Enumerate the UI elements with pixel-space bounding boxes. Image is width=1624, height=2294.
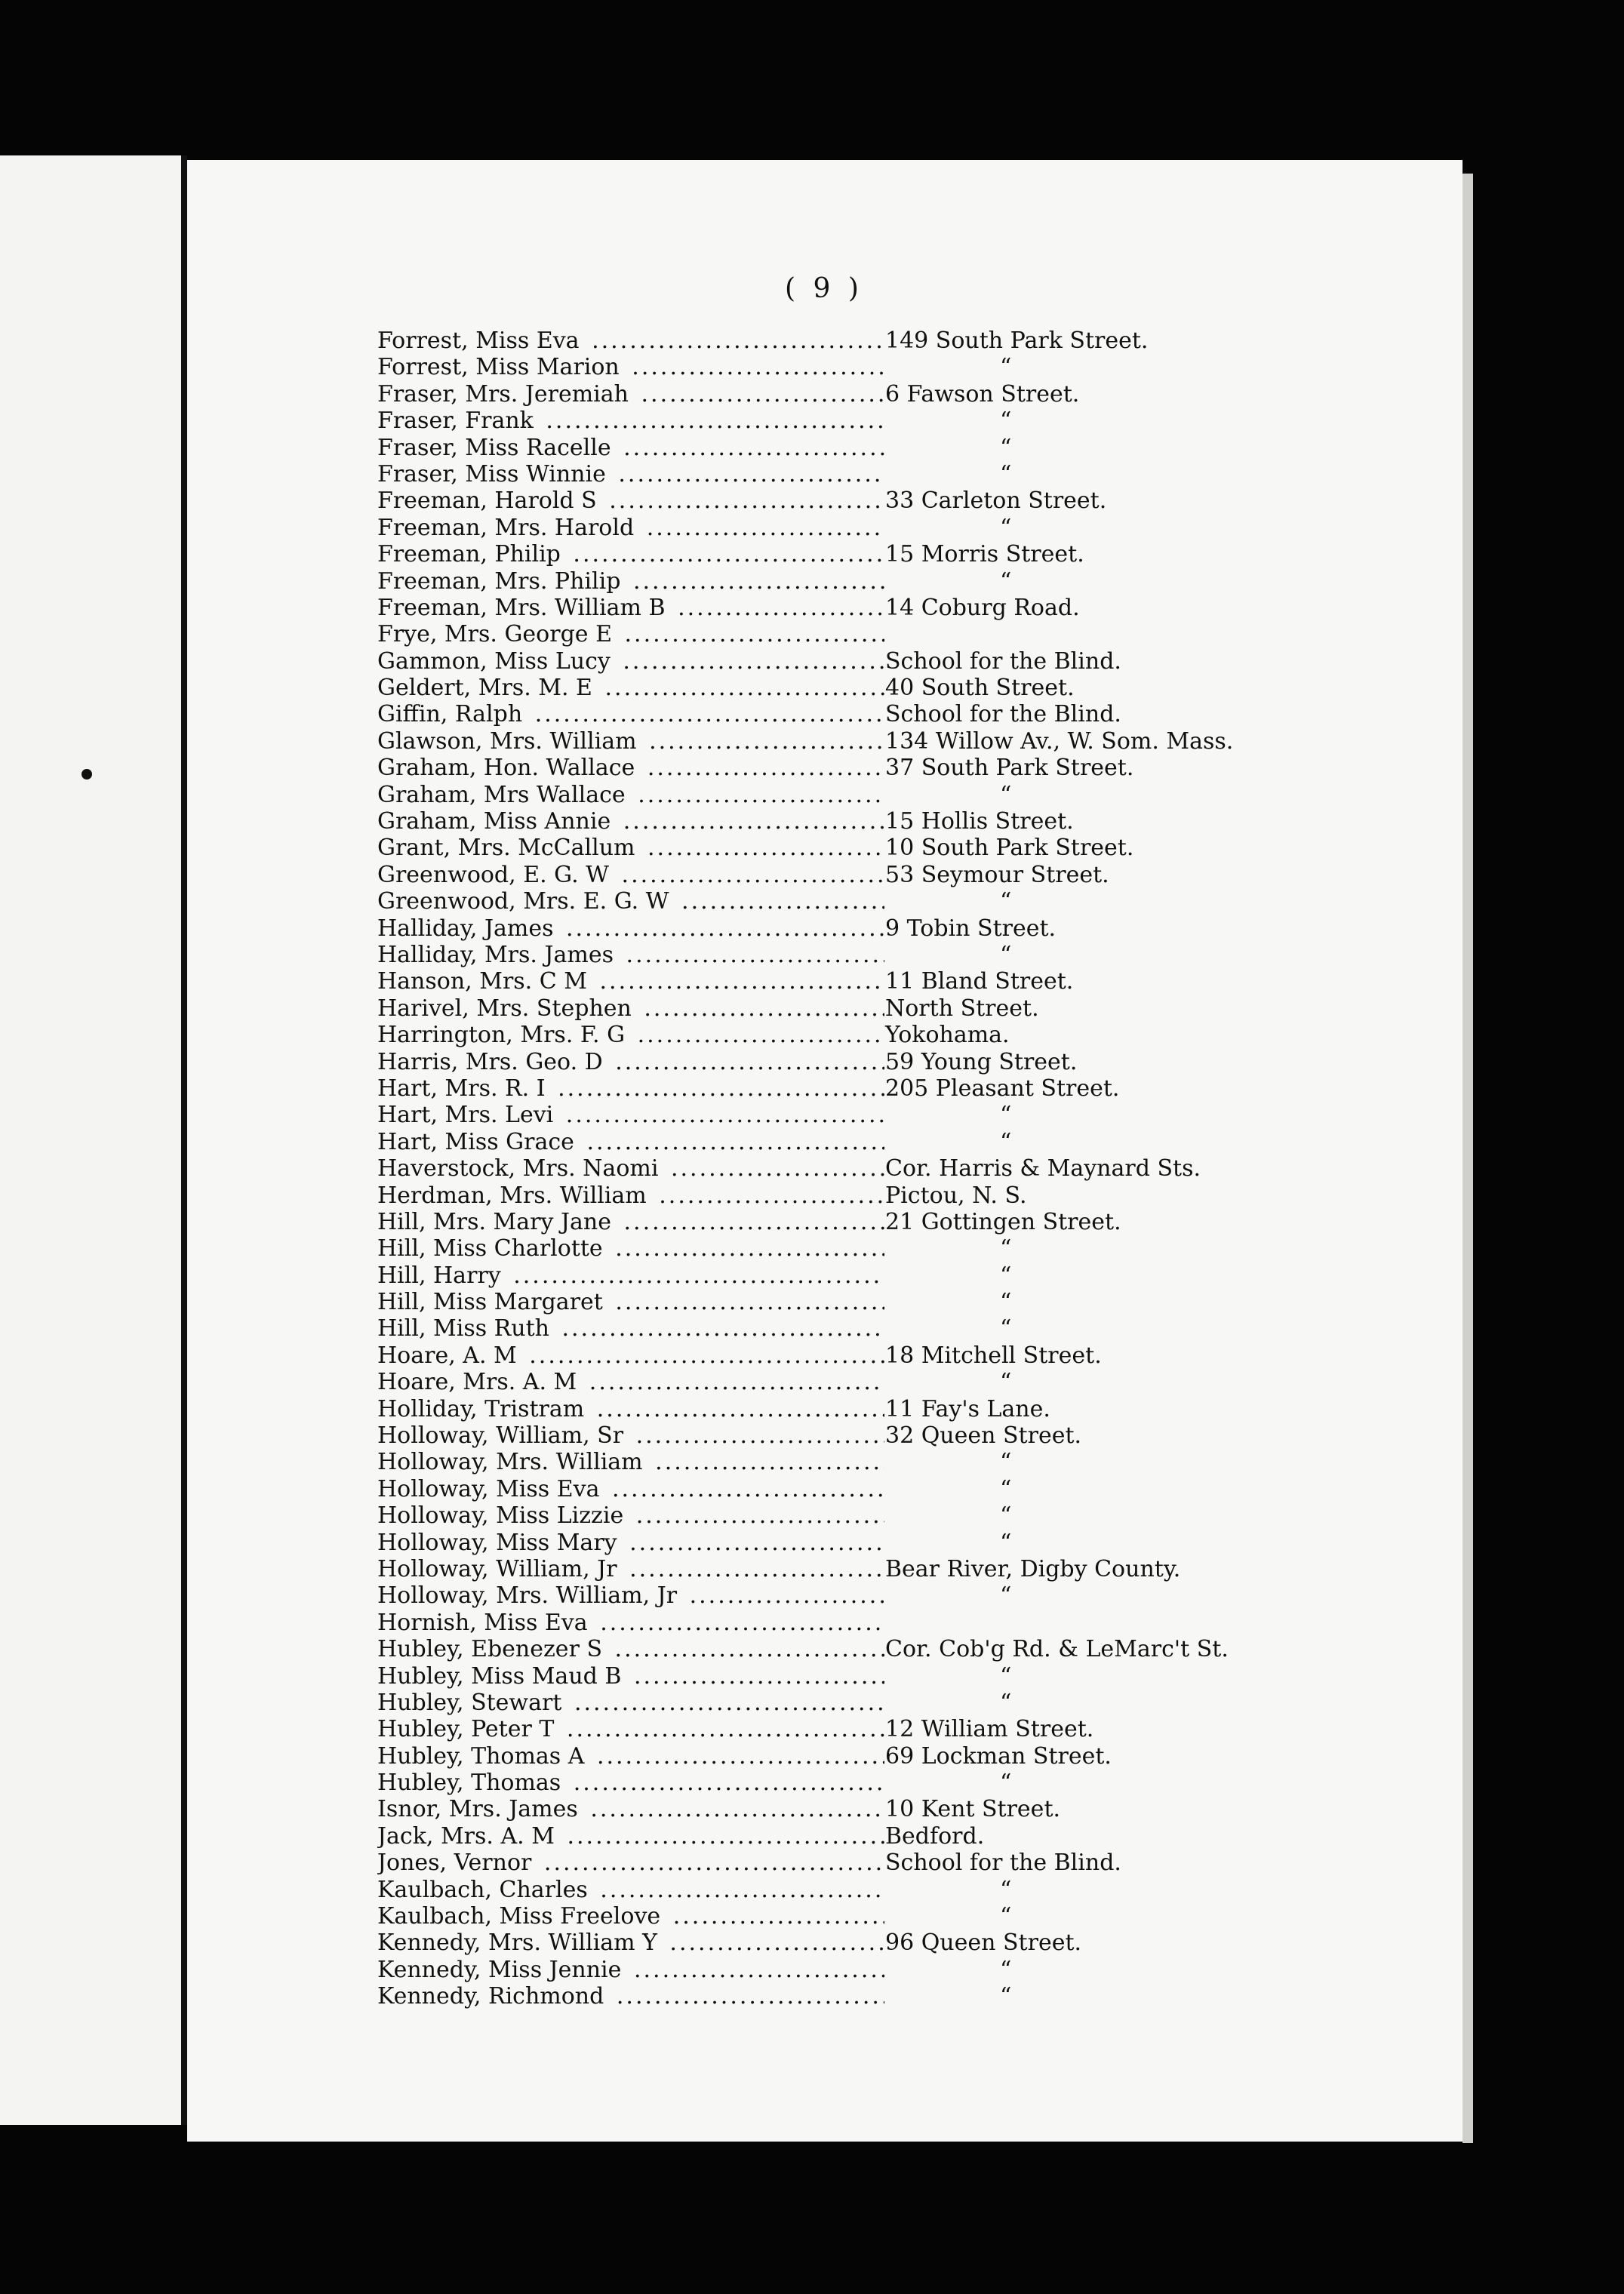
entry-name-text: Hart, Miss Grace — [377, 1129, 577, 1155]
entry-name-text: Graham, Miss Annie — [377, 808, 614, 835]
entry-name — [377, 487, 884, 514]
ditto-mark: “ — [1000, 1315, 1012, 1342]
ditto-mark: “ — [1000, 514, 1012, 541]
entry-name-text: Hubley, Thomas A — [377, 1743, 587, 1770]
entry-name — [377, 755, 884, 781]
entry-name-text: Freeman, Mrs. William B — [377, 595, 669, 621]
directory-entry — [377, 782, 1268, 808]
entry-address: 53 Seymour Street. — [885, 861, 1109, 888]
entry-name — [377, 1502, 884, 1529]
entry-name-text: Fraser, Frank — [377, 407, 537, 434]
entry-name — [377, 568, 884, 595]
entry-address: Cor. Harris & Maynard Sts. — [885, 1155, 1201, 1182]
entry-name — [377, 1422, 884, 1449]
ditto-mark: “ — [1000, 460, 1012, 487]
entry-address: 10 South Park Street. — [885, 835, 1134, 862]
entry-name — [377, 1983, 884, 2010]
entry-name — [377, 1582, 884, 1609]
entry-name-text: Holloway, William, Jr — [377, 1556, 620, 1582]
entry-address: 14 Coburg Road. — [885, 594, 1080, 621]
entry-address: 205 Pleasant Street. — [885, 1075, 1120, 1102]
entry-name-text: Freeman, Philip — [377, 541, 564, 567]
entry-name — [377, 968, 884, 995]
directory-entry — [377, 1049, 1268, 1075]
entry-name-text: Hoare, A. M — [377, 1342, 520, 1369]
directory-entry — [377, 1342, 1268, 1369]
ditto-mark: “ — [1000, 941, 1012, 968]
entry-name-text: Harrington, Mrs. F. G — [377, 1022, 628, 1048]
ditto-mark: “ — [1000, 1876, 1012, 1903]
ink-spot — [82, 769, 92, 780]
entry-address: Pictou, N. S. — [885, 1182, 1027, 1209]
directory-entry — [377, 728, 1268, 755]
entry-name — [377, 595, 884, 621]
entry-name-text: Grant, Mrs. McCallum — [377, 835, 638, 861]
entry-address: North Street. — [885, 995, 1039, 1022]
entry-name-text: Holloway, Mrs. William, Jr — [377, 1582, 680, 1609]
entry-name — [377, 1957, 884, 1983]
entry-name — [377, 995, 884, 1022]
directory-list — [377, 327, 1268, 2010]
directory-entry — [377, 1530, 1268, 1556]
adjacent-page-strip — [0, 155, 181, 2125]
entry-name-text: Glawson, Mrs. William — [377, 728, 640, 755]
entry-address: 15 Hollis Street. — [885, 808, 1074, 835]
directory-entry — [377, 1556, 1268, 1582]
entry-name — [377, 1289, 884, 1315]
entry-name-text: Hill, Miss Charlotte — [377, 1235, 606, 1262]
entry-name-text: Fraser, Miss Winnie — [377, 461, 609, 487]
entry-name-text: Freeman, Mrs. Harold — [377, 515, 637, 541]
entry-name-text: Harivel, Mrs. Stephen — [377, 995, 635, 1022]
ditto-mark: “ — [1000, 1770, 1012, 1797]
entry-name — [377, 1369, 884, 1395]
entry-address: 18 Mitchell Street. — [885, 1342, 1102, 1369]
directory-entry — [377, 1235, 1268, 1262]
directory-entry — [377, 1823, 1268, 1850]
entry-name — [377, 1155, 884, 1182]
ditto-mark: “ — [1000, 1262, 1012, 1289]
entry-name — [377, 1182, 884, 1209]
entry-name-text: Greenwood, E. G. W — [377, 862, 612, 888]
entry-address: 33 Carleton Street. — [885, 487, 1107, 515]
ditto-mark: “ — [1000, 1449, 1012, 1476]
directory-entry — [377, 675, 1268, 701]
entry-name — [377, 808, 884, 835]
ditto-mark: “ — [1000, 434, 1012, 461]
entry-name-text: Hanson, Mrs. C M — [377, 968, 590, 995]
entry-name-text: Forrest, Miss Marion — [377, 354, 623, 380]
entry-address: Bear River, Digby County. — [885, 1555, 1181, 1582]
entry-address: 69 Lockman Street. — [885, 1742, 1112, 1770]
entry-name — [377, 1476, 884, 1502]
directory-entry — [377, 1663, 1268, 1690]
ditto-mark: “ — [1000, 1689, 1012, 1716]
entry-name-text: Hubley, Thomas — [377, 1770, 564, 1796]
entry-name-text: Forrest, Miss Eva — [377, 327, 583, 354]
ditto-mark: “ — [1000, 1956, 1012, 1983]
entry-address: 149 South Park Street. — [885, 327, 1149, 354]
entry-name-text: Jack, Mrs. A. M — [377, 1823, 558, 1850]
entry-name-text: Hubley, Peter T — [377, 1716, 557, 1742]
entry-name — [377, 648, 884, 675]
page-number: ( 9 ) — [785, 273, 863, 304]
entry-address: School for the Blind. — [885, 1850, 1121, 1877]
directory-entry — [377, 915, 1268, 942]
entry-name-text: Holloway, Miss Mary — [377, 1530, 620, 1556]
entry-address: School for the Blind. — [885, 647, 1121, 675]
ditto-mark: “ — [1000, 1662, 1012, 1690]
entry-name-text: Halliday, Mrs. James — [377, 942, 617, 968]
directory-entry — [377, 968, 1268, 995]
ditto-mark: “ — [1000, 407, 1012, 435]
directory-entry — [377, 461, 1268, 487]
entry-name — [377, 1209, 884, 1235]
entry-name-text: Freeman, Harold S — [377, 487, 600, 514]
entry-name — [377, 1823, 884, 1850]
entry-name — [377, 327, 884, 354]
entry-name-text: Kennedy, Mrs. William Y — [377, 1930, 660, 1956]
directory-entry — [377, 1743, 1268, 1770]
directory-entry — [377, 862, 1268, 888]
entry-name — [377, 888, 884, 915]
entry-name — [377, 1770, 884, 1796]
directory-entry — [377, 1610, 1268, 1636]
entry-name-text: Hill, Miss Ruth — [377, 1315, 552, 1342]
entry-name — [377, 835, 884, 861]
directory-entry — [377, 1129, 1268, 1155]
entry-name — [377, 701, 884, 727]
entry-name — [377, 381, 884, 407]
entry-address: 37 South Park Street. — [885, 755, 1134, 782]
entry-name-text: Graham, Hon. Wallace — [377, 755, 638, 781]
entry-name-text: Holloway, Miss Lizzie — [377, 1502, 626, 1529]
entry-address: 6 Fawson Street. — [885, 380, 1080, 407]
entry-address: 32 Queen Street. — [885, 1422, 1082, 1450]
directory-entry — [377, 942, 1268, 968]
directory-entry — [377, 808, 1268, 835]
directory-entry — [377, 995, 1268, 1022]
ditto-mark: “ — [1000, 1529, 1012, 1556]
entry-name — [377, 1636, 884, 1662]
directory-entry — [377, 1850, 1268, 1876]
entry-name-text: Jones, Vernor — [377, 1850, 534, 1876]
entry-address: Yokohama. — [885, 1022, 1010, 1049]
entry-name — [377, 515, 884, 541]
directory-entry — [377, 835, 1268, 861]
entry-address: Cor. Cob'g Rd. & LeMarc't St. — [885, 1636, 1229, 1663]
directory-entry — [377, 541, 1268, 567]
directory-entry — [377, 1796, 1268, 1822]
entry-name — [377, 1530, 884, 1556]
ditto-mark: “ — [1000, 1582, 1012, 1610]
directory-entry — [377, 1102, 1268, 1128]
directory-entry — [377, 1396, 1268, 1422]
directory-entry — [377, 701, 1268, 727]
entry-address: 10 Kent Street. — [885, 1796, 1061, 1823]
entry-name — [377, 1716, 884, 1742]
entry-name-text: Kennedy, Miss Jennie — [377, 1957, 624, 1983]
entry-name-text: Giffin, Ralph — [377, 701, 525, 727]
entry-name — [377, 1610, 884, 1636]
entry-name-text: Graham, Mrs Wallace — [377, 782, 629, 808]
ditto-mark: “ — [1000, 1102, 1012, 1129]
directory-entry — [377, 1983, 1268, 2010]
directory-entry — [377, 1690, 1268, 1716]
page-gutter — [181, 155, 187, 2125]
entry-name-text: Fraser, Mrs. Jeremiah — [377, 381, 632, 407]
entry-name — [377, 1262, 884, 1289]
directory-entry — [377, 435, 1268, 461]
ditto-mark: “ — [1000, 1502, 1012, 1530]
entry-name — [377, 915, 884, 942]
entry-name-text: Hubley, Ebenezer S — [377, 1636, 605, 1662]
directory-entry — [377, 1502, 1268, 1529]
entry-name — [377, 675, 884, 701]
entry-name — [377, 621, 884, 647]
entry-name — [377, 728, 884, 755]
directory-entry — [377, 1155, 1268, 1182]
entry-name — [377, 1342, 884, 1369]
directory-entry — [377, 595, 1268, 621]
entry-name-text: Hornish, Miss Eva — [377, 1610, 591, 1636]
entry-name-text: Hill, Mrs. Mary Jane — [377, 1209, 614, 1235]
directory-entry — [377, 1422, 1268, 1449]
entry-name — [377, 942, 884, 968]
entry-name — [377, 1877, 884, 1903]
directory-entry — [377, 487, 1268, 514]
entry-name-text: Isnor, Mrs. James — [377, 1796, 581, 1822]
directory-entry — [377, 1716, 1268, 1742]
entry-address: 134 Willow Av., W. Som. Mass. — [885, 727, 1234, 755]
entry-name — [377, 1315, 884, 1342]
directory-entry — [377, 1369, 1268, 1395]
ditto-mark: “ — [1000, 781, 1012, 808]
entry-name — [377, 1049, 884, 1075]
entry-name — [377, 407, 884, 434]
ditto-mark: “ — [1000, 1369, 1012, 1396]
directory-entry — [377, 1262, 1268, 1289]
entry-address: 11 Fay's Lane. — [885, 1395, 1050, 1422]
ditto-mark: “ — [1000, 1128, 1012, 1155]
ditto-mark: “ — [1000, 888, 1012, 915]
directory-entry — [377, 755, 1268, 781]
entry-name-text: Hill, Harry — [377, 1262, 504, 1289]
entry-name — [377, 1930, 884, 1956]
entry-name — [377, 354, 884, 380]
entry-name — [377, 1556, 884, 1582]
directory-entry — [377, 354, 1268, 380]
entry-name-text: Kaulbach, Miss Freelove — [377, 1903, 663, 1930]
ditto-mark: “ — [1000, 567, 1012, 595]
entry-name-text: Halliday, James — [377, 915, 556, 942]
ditto-mark: “ — [1000, 1475, 1012, 1502]
entry-name-text: Hoare, Mrs. A. M — [377, 1369, 580, 1395]
entry-name-text: Holloway, Mrs. William — [377, 1449, 646, 1475]
entry-address: 21 Gottingen Street. — [885, 1208, 1121, 1235]
ditto-mark: “ — [1000, 1289, 1012, 1316]
directory-entry — [377, 1476, 1268, 1502]
entry-name — [377, 1690, 884, 1716]
directory-entry — [377, 515, 1268, 541]
directory-entry — [377, 327, 1268, 354]
entry-name — [377, 1796, 884, 1822]
entry-name-text: Herdman, Mrs. William — [377, 1182, 650, 1209]
directory-entry — [377, 381, 1268, 407]
directory-entry — [377, 1957, 1268, 1983]
entry-name — [377, 782, 884, 808]
page-edge-shadow — [1463, 174, 1473, 2143]
directory-entry — [377, 1022, 1268, 1048]
entry-name — [377, 1449, 884, 1475]
directory-entry — [377, 888, 1268, 915]
entry-name — [377, 1850, 884, 1876]
entry-name-text: Frye, Mrs. George E — [377, 621, 615, 647]
directory-entry — [377, 1289, 1268, 1315]
entry-name — [377, 862, 884, 888]
entry-address: School for the Blind. — [885, 701, 1121, 728]
entry-name — [377, 461, 884, 487]
entry-address: 15 Morris Street. — [885, 541, 1084, 568]
entry-name — [377, 1022, 884, 1048]
directory-entry — [377, 1209, 1268, 1235]
entry-name-text: Harris, Mrs. Geo. D — [377, 1049, 606, 1075]
directory-entry — [377, 1449, 1268, 1475]
entry-name — [377, 541, 884, 567]
entry-name — [377, 1396, 884, 1422]
ditto-mark: “ — [1000, 1235, 1012, 1262]
entry-name-text: Freeman, Mrs. Philip — [377, 568, 623, 595]
entry-address: 9 Tobin Street. — [885, 915, 1057, 942]
entry-name-text: Gammon, Miss Lucy — [377, 648, 614, 675]
directory-entry — [377, 1636, 1268, 1662]
entry-name-text: Fraser, Miss Racelle — [377, 435, 614, 461]
entry-name — [377, 1903, 884, 1930]
entry-name-text: Holloway, William, Sr — [377, 1422, 626, 1449]
directory-entry — [377, 1075, 1268, 1102]
ditto-mark: “ — [1000, 1903, 1012, 1930]
entry-name-text: Holloway, Miss Eva — [377, 1476, 602, 1502]
directory-entry — [377, 648, 1268, 675]
entry-address: 11 Bland Street. — [885, 968, 1074, 995]
entry-name — [377, 1102, 884, 1128]
entry-name-text: Holliday, Tristram — [377, 1396, 587, 1422]
entry-name-text: Hill, Miss Margaret — [377, 1289, 606, 1315]
entry-name-text: Geldert, Mrs. M. E — [377, 675, 595, 701]
directory-entry — [377, 1877, 1268, 1903]
directory-entry — [377, 1315, 1268, 1342]
directory-entry — [377, 1770, 1268, 1796]
entry-name-text: Hart, Mrs. R. I — [377, 1075, 549, 1102]
entry-name — [377, 1129, 884, 1155]
ditto-mark: “ — [1000, 1983, 1012, 2010]
directory-entry — [377, 1903, 1268, 1930]
entry-name-text: Kaulbach, Charles — [377, 1877, 591, 1903]
entry-name — [377, 1743, 884, 1770]
entry-name-text: Hart, Mrs. Levi — [377, 1102, 556, 1128]
directory-entry — [377, 621, 1268, 647]
entry-name — [377, 1663, 884, 1690]
entry-address: 59 Young Street. — [885, 1048, 1078, 1075]
entry-name-text: Haverstock, Mrs. Naomi — [377, 1155, 661, 1182]
entry-name — [377, 1075, 884, 1102]
directory-entry — [377, 568, 1268, 595]
ditto-mark: “ — [1000, 354, 1012, 381]
entry-address: Bedford. — [885, 1822, 985, 1850]
entry-name — [377, 435, 884, 461]
entry-address: 12 William Street. — [885, 1716, 1094, 1743]
entry-name-text: Kennedy, Richmond — [377, 1983, 607, 2010]
entry-name — [377, 1235, 884, 1262]
entry-address: 96 Queen Street. — [885, 1930, 1082, 1957]
entry-address: 40 South Street. — [885, 675, 1075, 702]
entry-name-text: Hubley, Miss Maud B — [377, 1663, 624, 1690]
entry-name-text: Greenwood, Mrs. E. G. W — [377, 888, 672, 915]
directory-entry — [377, 1930, 1268, 1956]
entry-name-text: Hubley, Stewart — [377, 1690, 564, 1716]
directory-entry — [377, 1182, 1268, 1209]
directory-entry — [377, 1582, 1268, 1609]
directory-entry — [377, 407, 1268, 434]
